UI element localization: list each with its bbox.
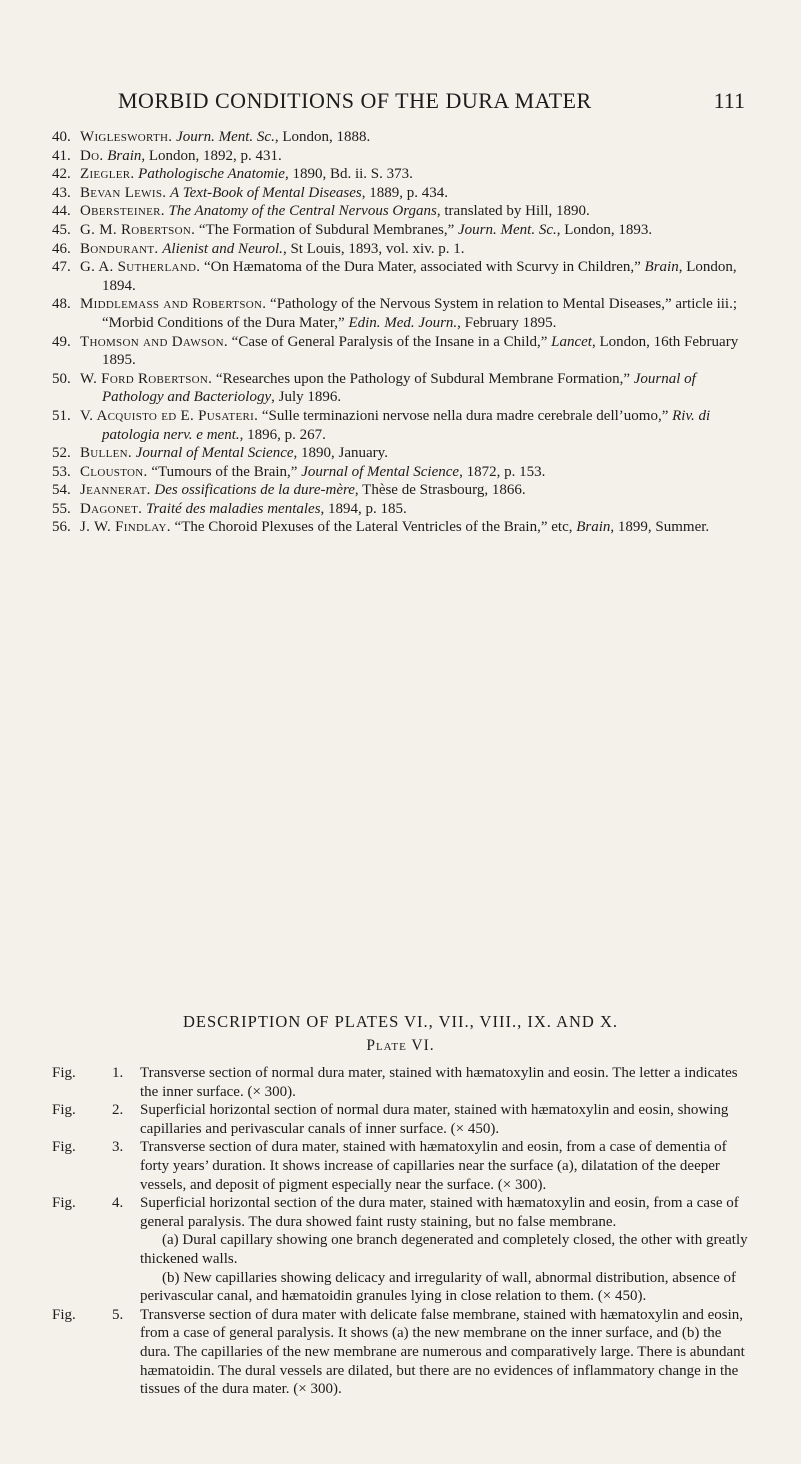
reference-entry — [52, 518, 752, 537]
reference-detail: , 1872, p. 153. — [459, 463, 546, 480]
reference-source: Journ. Ment. Sc. — [176, 129, 275, 145]
reference-number: 55. — [52, 500, 71, 517]
reference-source: The Anatomy of the Central Nervous Organs — [168, 203, 437, 220]
reference-text — [80, 500, 752, 519]
reference-source: Alienist and Neurol. — [162, 240, 283, 257]
reference-entry — [52, 240, 752, 259]
reference-author: Bullen. — [80, 445, 132, 462]
reference-entry — [52, 128, 752, 147]
reference-author: Wiglesworth. — [80, 129, 173, 145]
reference-author: Dagonet. — [80, 500, 143, 517]
reference-detail: , London, 1894. — [102, 259, 737, 294]
reference-source: Edin. Med. Journ. — [348, 314, 458, 331]
reference-source: Traité des maladies mentales — [145, 500, 321, 517]
section-title: DESCRIPTION OF PLATES VI., VII., VIII., IX. AND X. — [182, 1012, 618, 1031]
reference-author: Ziegler. — [80, 166, 135, 183]
reference-detail: “Case of General Paralysis of the Insane in a Child,” — [231, 333, 552, 350]
reference-text — [80, 147, 752, 166]
reference-detail: “The Formation of Subdural Membranes,” — [198, 221, 458, 238]
reference-number: 49. — [52, 333, 71, 350]
reference-text — [80, 221, 752, 240]
reference-detail: “Tumours of the Brain,” — [151, 463, 302, 480]
reference-number: 43. — [52, 184, 71, 201]
reference-author: W. Ford Robertson. — [80, 370, 213, 387]
reference-source: Brain — [644, 259, 679, 276]
reference-entry — [52, 221, 752, 240]
reference-source: Journal of Mental Science — [135, 445, 294, 462]
reference-number: 40. — [52, 129, 71, 145]
reference-source: Journal of Mental Science — [301, 463, 460, 480]
figure-description: Superficial horizontal section of the dura mater, stained with hæmatoxylin and eosin, from a case of general paralysis. The dura showed faint rusty staining, but no false membrane. — [140, 1195, 739, 1230]
reference-text — [80, 518, 752, 537]
reference-author: G. A. Sutherland. — [80, 259, 201, 276]
figure-entry — [52, 1064, 754, 1101]
reference-entry — [52, 202, 752, 221]
reference-author: Middlemass and Robertson. — [80, 296, 267, 313]
figure-descriptions — [52, 1064, 754, 1399]
reference-author: G. M. Robertson. — [80, 221, 196, 238]
reference-author: Do. — [80, 147, 104, 164]
reference-author: Jeannerat. — [80, 482, 151, 499]
reference-number: 46. — [52, 240, 71, 257]
reference-author: Bondurant. — [80, 240, 159, 257]
reference-author: Obersteiner. — [80, 203, 165, 220]
reference-text — [80, 184, 752, 203]
reference-entry — [52, 463, 752, 482]
reference-author: Clouston. — [80, 463, 148, 480]
reference-number: 54. — [52, 482, 71, 499]
reference-detail: , 1894, p. 185. — [320, 500, 407, 517]
reference-detail: “Researches upon the Pathology of Subdural Membrane Formation,” — [215, 370, 634, 387]
reference-text — [80, 128, 752, 147]
reference-detail: , 1890, January. — [293, 445, 388, 462]
reference-detail: , 1899, Summer. — [610, 519, 710, 536]
reference-list — [52, 128, 752, 537]
reference-entry — [52, 370, 752, 407]
reference-detail: , 1890, Bd. ii. S. 373. — [284, 166, 413, 183]
reference-number: 45. — [52, 221, 71, 238]
reference-text — [80, 295, 752, 332]
reference-source: Journal of Pathology and Bacteriology — [102, 370, 696, 406]
reference-detail: , Thèse de Strasbourg, 1866. — [354, 482, 526, 499]
reference-entry — [52, 333, 752, 370]
running-title: MORBID CONDITIONS OF THE DURA MATER — [118, 88, 592, 113]
reference-number: 44. — [52, 203, 71, 220]
reference-entry — [52, 147, 752, 166]
reference-detail: “Pathology of the Nervous System in relation to Mental Diseases,” article iii.; “Morbid Conditions of the Dura Mater,” — [102, 296, 738, 331]
reference-source: Brain — [107, 147, 142, 164]
figure-label: Fig. — [52, 1065, 76, 1081]
figure-label: Fig. — [52, 1102, 76, 1119]
reference-detail: , St Louis, 1893, vol. xiv. p. 1. — [282, 240, 465, 257]
figure-entry — [52, 1101, 754, 1138]
figure-description: (b) New capillaries showing delicacy and irregularity of wall, abnormal distribution, absence of perivascular canal, and hæmatoidin granules lying in close relation to them. (× 450). — [140, 1269, 736, 1305]
reference-detail: , London, 1893. — [556, 221, 653, 238]
reference-detail: , translated by Hill, 1890. — [436, 203, 590, 220]
figure-entry — [52, 1306, 754, 1399]
reference-text — [80, 258, 752, 295]
reference-entry — [52, 481, 752, 500]
figure-number: 2. — [112, 1102, 124, 1119]
reference-text — [80, 165, 752, 184]
page-number: 111 — [713, 88, 745, 113]
reference-number: 56. — [52, 519, 71, 536]
reference-detail: , London, 1888. — [274, 129, 371, 145]
figure-description: Transverse section of normal dura mater, stained with hæmatoxylin and eosin. The letter a indicates the inner surface. (× 300). — [140, 1065, 738, 1100]
reference-detail: , 1889, p. 434. — [361, 184, 448, 201]
reference-detail: “The Choroid Plexuses of the Lateral Ventricles of the Brain,” etc, — [174, 519, 577, 536]
reference-entry — [52, 295, 752, 332]
figure-description: Superficial horizontal section of normal dura mater, stained with hæmatoxylin and eosin, showing capillaries and perivascular canals of inner surface. (× 450). — [140, 1102, 729, 1137]
reference-text — [80, 333, 752, 370]
reference-text — [80, 240, 752, 259]
figure-label: Fig. — [52, 1306, 76, 1323]
reference-number: 52. — [52, 445, 71, 462]
reference-text — [80, 370, 752, 407]
reference-entry — [52, 258, 752, 295]
reference-text — [80, 202, 752, 221]
reference-number: 41. — [52, 147, 71, 164]
reference-number: 50. — [52, 370, 71, 387]
figure-description: (a) Dural capillary showing one branch degenerated and completely closed, the other with greatly thickened walls. — [140, 1232, 748, 1267]
reference-text — [80, 444, 752, 463]
reference-text — [80, 407, 752, 444]
reference-number: 48. — [52, 296, 71, 313]
reference-source: Riv. di patologia nerv. e ment. — [102, 407, 711, 443]
figure-description: Transverse section of dura mater, stained with hæmatoxylin and eosin, from a case of dementia of forty years’ duration. It shows increase of capillaries near the surface (a), dilatation of the deeper vessels, and deposit of pigment especially near the surface. (× 300). — [140, 1139, 727, 1193]
figure-entry — [52, 1138, 754, 1194]
figure-label: Fig. — [52, 1139, 76, 1156]
reference-detail: , London, 1892, p. 431. — [141, 147, 282, 164]
reference-detail: , 1896, p. 267. — [239, 426, 326, 443]
reference-text — [80, 463, 752, 482]
reference-entry — [52, 165, 752, 184]
reference-source: Lancet — [551, 333, 592, 350]
reference-number: 47. — [52, 259, 71, 276]
reference-source: Brain — [576, 519, 611, 536]
reference-number: 51. — [52, 407, 71, 424]
reference-entry — [52, 407, 752, 444]
reference-text — [80, 481, 752, 500]
reference-entry — [52, 500, 752, 519]
reference-source: A Text-Book of Mental Diseases — [170, 184, 362, 201]
reference-detail: , July 1896. — [271, 389, 342, 406]
reference-number: 42. — [52, 166, 71, 183]
reference-author: J. W. Findlay. — [80, 519, 171, 536]
reference-detail: “On Hæmatoma of the Dura Mater, associated with Scurvy in Children,” — [204, 259, 645, 276]
reference-author: V. Acquisto ed E. Pusateri. — [80, 407, 259, 424]
figure-entry — [52, 1194, 754, 1306]
figure-number: 3. — [112, 1139, 124, 1156]
figure-description: Transverse section of dura mater with delicate false membrane, stained with hæmatoxylin and eosin, from a case of general paralysis. It shows (a) the new membrane on the inner surface, and (b) the dura. The capillaries of the new membrane are numerous and comparatively large. There is abundant hæmatoidin. The dural vessels are dilated, but there are no evidences of inflammatory change in the tissues of the dura mater. (× 300). — [140, 1306, 745, 1398]
reference-author: Thomson and Dawson. — [80, 333, 228, 350]
reference-source: Journ. Ment. Sc. — [458, 221, 557, 238]
plate-title: Plate VI. — [366, 1037, 435, 1054]
reference-author: Bevan Lewis. — [80, 184, 167, 201]
running-head — [0, 88, 801, 118]
reference-detail: , London, 16th February 1895. — [102, 333, 739, 369]
figure-number: 5. — [112, 1306, 124, 1323]
reference-entry — [52, 444, 752, 463]
reference-entry — [52, 184, 752, 203]
figure-number: 1. — [112, 1065, 124, 1081]
reference-detail: , February 1895. — [457, 314, 557, 331]
reference-source: Pathologische Anatomie — [138, 166, 285, 183]
reference-number: 53. — [52, 463, 71, 480]
reference-detail: “Sulle terminazioni nervose nella dura madre cerebrale dell’uomo,” — [261, 407, 673, 424]
figure-label: Fig. — [52, 1195, 76, 1212]
reference-source: Des ossifications de la dure-mère — [154, 482, 355, 499]
figure-number: 4. — [112, 1195, 124, 1212]
